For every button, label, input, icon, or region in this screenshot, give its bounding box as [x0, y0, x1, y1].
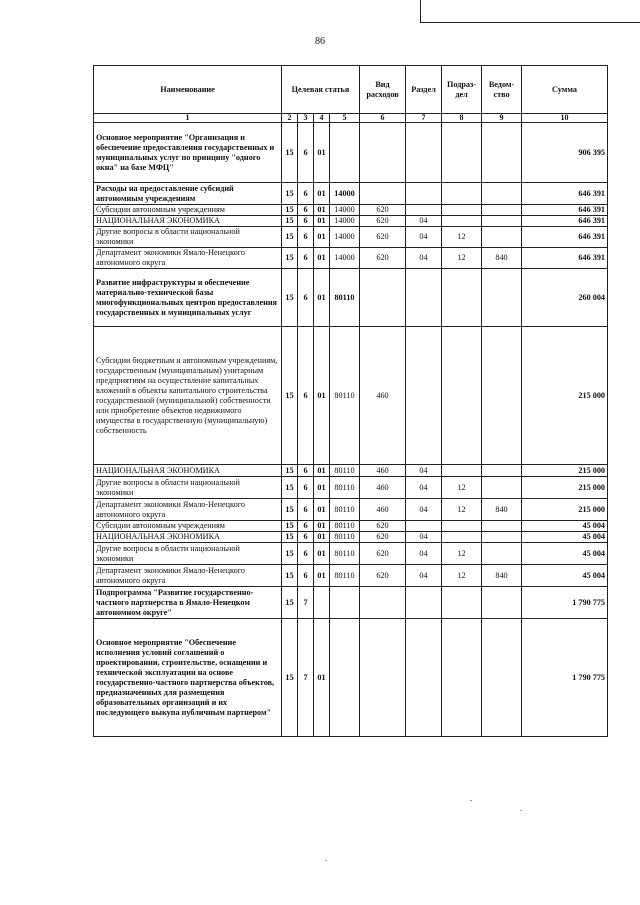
row-name: Департамент экономики Ямало-Ненецкого автономного округа [94, 248, 282, 269]
row-expense-type: 460 [360, 477, 406, 499]
row-subsection: 12 [442, 227, 482, 248]
scan-speck [470, 800, 472, 801]
row-name: Расходы на предоставление субсидий автономным учреждениям [94, 183, 282, 205]
column-number: 7 [406, 114, 442, 123]
column-number: 9 [482, 114, 522, 123]
row-expense-type: 460 [360, 499, 406, 521]
row-expense-type: 620 [360, 227, 406, 248]
row-subsection: 12 [442, 477, 482, 499]
row-code: 01 [314, 565, 330, 587]
row-name: Другие вопросы в области национальной экономики [94, 227, 282, 248]
row-section: 04 [406, 477, 442, 499]
row-sum: 646 391 [522, 205, 608, 216]
row-code: 80110 [330, 327, 360, 465]
row-expense-type: 620 [360, 521, 406, 532]
row-sum: 260 004 [522, 269, 608, 327]
header-target: Целевая статья [282, 66, 360, 114]
row-expense-type: 620 [360, 205, 406, 216]
row-subsection [442, 521, 482, 532]
row-code: 6 [298, 123, 314, 183]
row-code: 80110 [330, 499, 360, 521]
row-sum: 215 000 [522, 477, 608, 499]
row-code: 01 [314, 248, 330, 269]
column-number: 2 [282, 114, 298, 123]
row-expense-type [360, 183, 406, 205]
row-code [314, 587, 330, 619]
row-expense-type: 620 [360, 532, 406, 543]
row-code: 14000 [330, 205, 360, 216]
row-section [406, 123, 442, 183]
row-section: 04 [406, 216, 442, 227]
row-sum: 906 395 [522, 123, 608, 183]
header-department: Ведом-ство [482, 66, 522, 114]
table-row [94, 269, 608, 327]
table-row [94, 587, 608, 619]
row-code: 01 [314, 465, 330, 477]
row-department [482, 183, 522, 205]
row-code: 15 [282, 521, 298, 532]
row-expense-type: 620 [360, 248, 406, 269]
row-subsection [442, 327, 482, 465]
table-row [94, 477, 608, 499]
row-code: 01 [314, 543, 330, 565]
row-expense-type [360, 269, 406, 327]
row-name: Департамент экономики Ямало-Ненецкого автономного округа [94, 565, 282, 587]
row-name: Основное мероприятие "Организация и обеспечение предоставления государственных и муниципальных услуг по принципу "одного окна" на базе МФЦ" [94, 123, 282, 183]
row-code: 6 [298, 183, 314, 205]
row-code: 14000 [330, 227, 360, 248]
row-expense-type: 620 [360, 543, 406, 565]
row-code: 6 [298, 248, 314, 269]
row-code: 15 [282, 216, 298, 227]
row-code: 15 [282, 269, 298, 327]
table-row [94, 565, 608, 587]
row-section [406, 327, 442, 465]
row-code: 80110 [330, 532, 360, 543]
table-row [94, 123, 608, 183]
row-department: 840 [482, 248, 522, 269]
row-code: 14000 [330, 183, 360, 205]
row-department [482, 327, 522, 465]
row-department [482, 216, 522, 227]
row-sum: 215 000 [522, 465, 608, 477]
column-number: 3 [298, 114, 314, 123]
row-code: 14000 [330, 248, 360, 269]
column-number: 8 [442, 114, 482, 123]
row-code: 15 [282, 248, 298, 269]
row-expense-type: 620 [360, 216, 406, 227]
table-row [94, 227, 608, 248]
row-name: Субсидии автономным учреждениям [94, 521, 282, 532]
row-expense-type: 460 [360, 465, 406, 477]
row-expense-type: 460 [360, 327, 406, 465]
column-number: 6 [360, 114, 406, 123]
row-name: Другие вопросы в области национальной экономики [94, 543, 282, 565]
row-code: 15 [282, 205, 298, 216]
row-sum: 1 790 775 [522, 619, 608, 737]
column-number: 1 [94, 114, 282, 123]
table-row [94, 619, 608, 737]
row-department [482, 227, 522, 248]
row-code: 6 [298, 269, 314, 327]
column-number: 5 [330, 114, 360, 123]
row-subsection [442, 205, 482, 216]
row-code: 80110 [330, 565, 360, 587]
row-code: 15 [282, 327, 298, 465]
header-expense-type: Вид расходов [360, 66, 406, 114]
row-code: 01 [314, 521, 330, 532]
row-code [330, 587, 360, 619]
row-code: 6 [298, 327, 314, 465]
row-department [482, 123, 522, 183]
row-sum: 646 391 [522, 183, 608, 205]
table-row [94, 205, 608, 216]
row-code: 01 [314, 227, 330, 248]
row-section: 04 [406, 227, 442, 248]
row-section: 04 [406, 565, 442, 587]
row-code: 15 [282, 183, 298, 205]
row-code: 15 [282, 465, 298, 477]
row-sum: 215 000 [522, 327, 608, 465]
row-section: 04 [406, 543, 442, 565]
row-department [482, 532, 522, 543]
table-row [94, 248, 608, 269]
column-number-row [94, 114, 608, 123]
row-subsection [442, 269, 482, 327]
row-section [406, 269, 442, 327]
row-section: 04 [406, 532, 442, 543]
row-code: 6 [298, 205, 314, 216]
row-sum: 45 004 [522, 565, 608, 587]
table-row [94, 543, 608, 565]
row-code [330, 619, 360, 737]
row-section [406, 521, 442, 532]
row-name: Подпрограмма "Развитие государственно-частного партнерства в Ямало-Ненецком автономном округе" [94, 587, 282, 619]
row-department [482, 269, 522, 327]
row-name: Развитие инфраструктуры и обеспечение материально-технической базы многофункциональных центров предоставления государственных и муниципальных услуг [94, 269, 282, 327]
row-code: 01 [314, 327, 330, 465]
table-row [94, 521, 608, 532]
row-code: 01 [314, 216, 330, 227]
row-code: 80110 [330, 543, 360, 565]
row-sum: 45 004 [522, 521, 608, 532]
row-section: 04 [406, 248, 442, 269]
row-sum: 215 000 [522, 499, 608, 521]
row-subsection [442, 619, 482, 737]
row-section: 04 [406, 499, 442, 521]
row-subsection: 12 [442, 248, 482, 269]
header-section: Раздел [406, 66, 442, 114]
table-row [94, 327, 608, 465]
row-code: 6 [298, 477, 314, 499]
header-subsection: Подраз-дел [442, 66, 482, 114]
row-section [406, 183, 442, 205]
row-department [482, 619, 522, 737]
page-corner-box [420, 0, 640, 23]
row-subsection [442, 123, 482, 183]
row-name: Субсидии бюджетным и автономным учреждениям, государственным (муниципальным) унитарным предприятиям на осуществление капитальных вложений в объекты капитального строительства государственной (муниципальной) собственности или приобретение объектов недвижимого имущества в государственную (муниципальную) собственность [94, 327, 282, 465]
row-code: 6 [298, 532, 314, 543]
row-code: 6 [298, 216, 314, 227]
row-section: 04 [406, 465, 442, 477]
row-code [330, 123, 360, 183]
row-code: 01 [314, 205, 330, 216]
row-section [406, 205, 442, 216]
table-row [94, 499, 608, 521]
row-subsection: 12 [442, 565, 482, 587]
row-name: НАЦИОНАЛЬНАЯ ЭКОНОМИКА [94, 465, 282, 477]
row-sum: 646 391 [522, 216, 608, 227]
table-row [94, 183, 608, 205]
row-sum: 646 391 [522, 248, 608, 269]
row-department [482, 521, 522, 532]
row-code: 15 [282, 477, 298, 499]
row-code: 15 [282, 123, 298, 183]
header-sum: Сумма [522, 66, 608, 114]
row-code: 01 [314, 123, 330, 183]
row-code: 6 [298, 227, 314, 248]
row-sum: 45 004 [522, 532, 608, 543]
row-code: 01 [314, 183, 330, 205]
row-sum: 646 391 [522, 227, 608, 248]
row-subsection [442, 532, 482, 543]
budget-table [93, 65, 608, 737]
row-expense-type [360, 587, 406, 619]
row-department: 840 [482, 565, 522, 587]
row-code: 01 [314, 269, 330, 327]
row-section [406, 619, 442, 737]
scan-speck [325, 860, 327, 861]
row-name: Другие вопросы в области национальной экономики [94, 477, 282, 499]
row-department: 840 [482, 499, 522, 521]
header-row [94, 66, 608, 114]
row-subsection [442, 465, 482, 477]
row-subsection [442, 587, 482, 619]
column-number: 10 [522, 114, 608, 123]
row-code: 01 [314, 477, 330, 499]
row-department [482, 465, 522, 477]
row-name: НАЦИОНАЛЬНАЯ ЭКОНОМИКА [94, 216, 282, 227]
row-code: 6 [298, 565, 314, 587]
row-code: 80110 [330, 477, 360, 499]
row-sum: 1 790 775 [522, 587, 608, 619]
row-code: 15 [282, 587, 298, 619]
row-code: 15 [282, 532, 298, 543]
row-expense-type [360, 123, 406, 183]
row-subsection: 12 [442, 499, 482, 521]
row-code: 15 [282, 227, 298, 248]
row-department [482, 587, 522, 619]
row-subsection: 12 [442, 543, 482, 565]
row-section [406, 587, 442, 619]
row-subsection [442, 183, 482, 205]
row-code: 15 [282, 565, 298, 587]
row-code: 6 [298, 521, 314, 532]
row-code: 80110 [330, 521, 360, 532]
row-name: Департамент экономики Ямало-Ненецкого автономного округа [94, 499, 282, 521]
row-code: 15 [282, 499, 298, 521]
page-number: 86 [315, 36, 325, 47]
row-department [482, 205, 522, 216]
row-subsection [442, 216, 482, 227]
row-code: 14000 [330, 216, 360, 227]
table-row [94, 532, 608, 543]
row-expense-type: 620 [360, 565, 406, 587]
row-code: 80110 [330, 465, 360, 477]
row-department [482, 477, 522, 499]
row-code: 6 [298, 499, 314, 521]
row-department [482, 543, 522, 565]
row-name: НАЦИОНАЛЬНАЯ ЭКОНОМИКА [94, 532, 282, 543]
row-name: Основное мероприятие "Обеспечение исполнения условий соглашений о проектировании, строительстве, оснащении и технической эксплуатации на основе государственно-частного партнерства объектов, предназначенных для размещения образовательных организаций и их последующего выкупа публичным партнером" [94, 619, 282, 737]
row-code: 6 [298, 465, 314, 477]
row-code: 80110 [330, 269, 360, 327]
row-code: 15 [282, 619, 298, 737]
row-code: 6 [298, 543, 314, 565]
table-row [94, 465, 608, 477]
table-row [94, 216, 608, 227]
row-code: 7 [298, 619, 314, 737]
row-code: 01 [314, 499, 330, 521]
row-code: 7 [298, 587, 314, 619]
row-expense-type [360, 619, 406, 737]
header-name: Наименование [94, 66, 282, 114]
row-sum: 45 004 [522, 543, 608, 565]
row-name: Субсидии автономным учреждениям [94, 205, 282, 216]
scan-speck [520, 810, 522, 811]
column-number: 4 [314, 114, 330, 123]
row-code: 15 [282, 543, 298, 565]
row-code: 01 [314, 532, 330, 543]
row-code: 01 [314, 619, 330, 737]
